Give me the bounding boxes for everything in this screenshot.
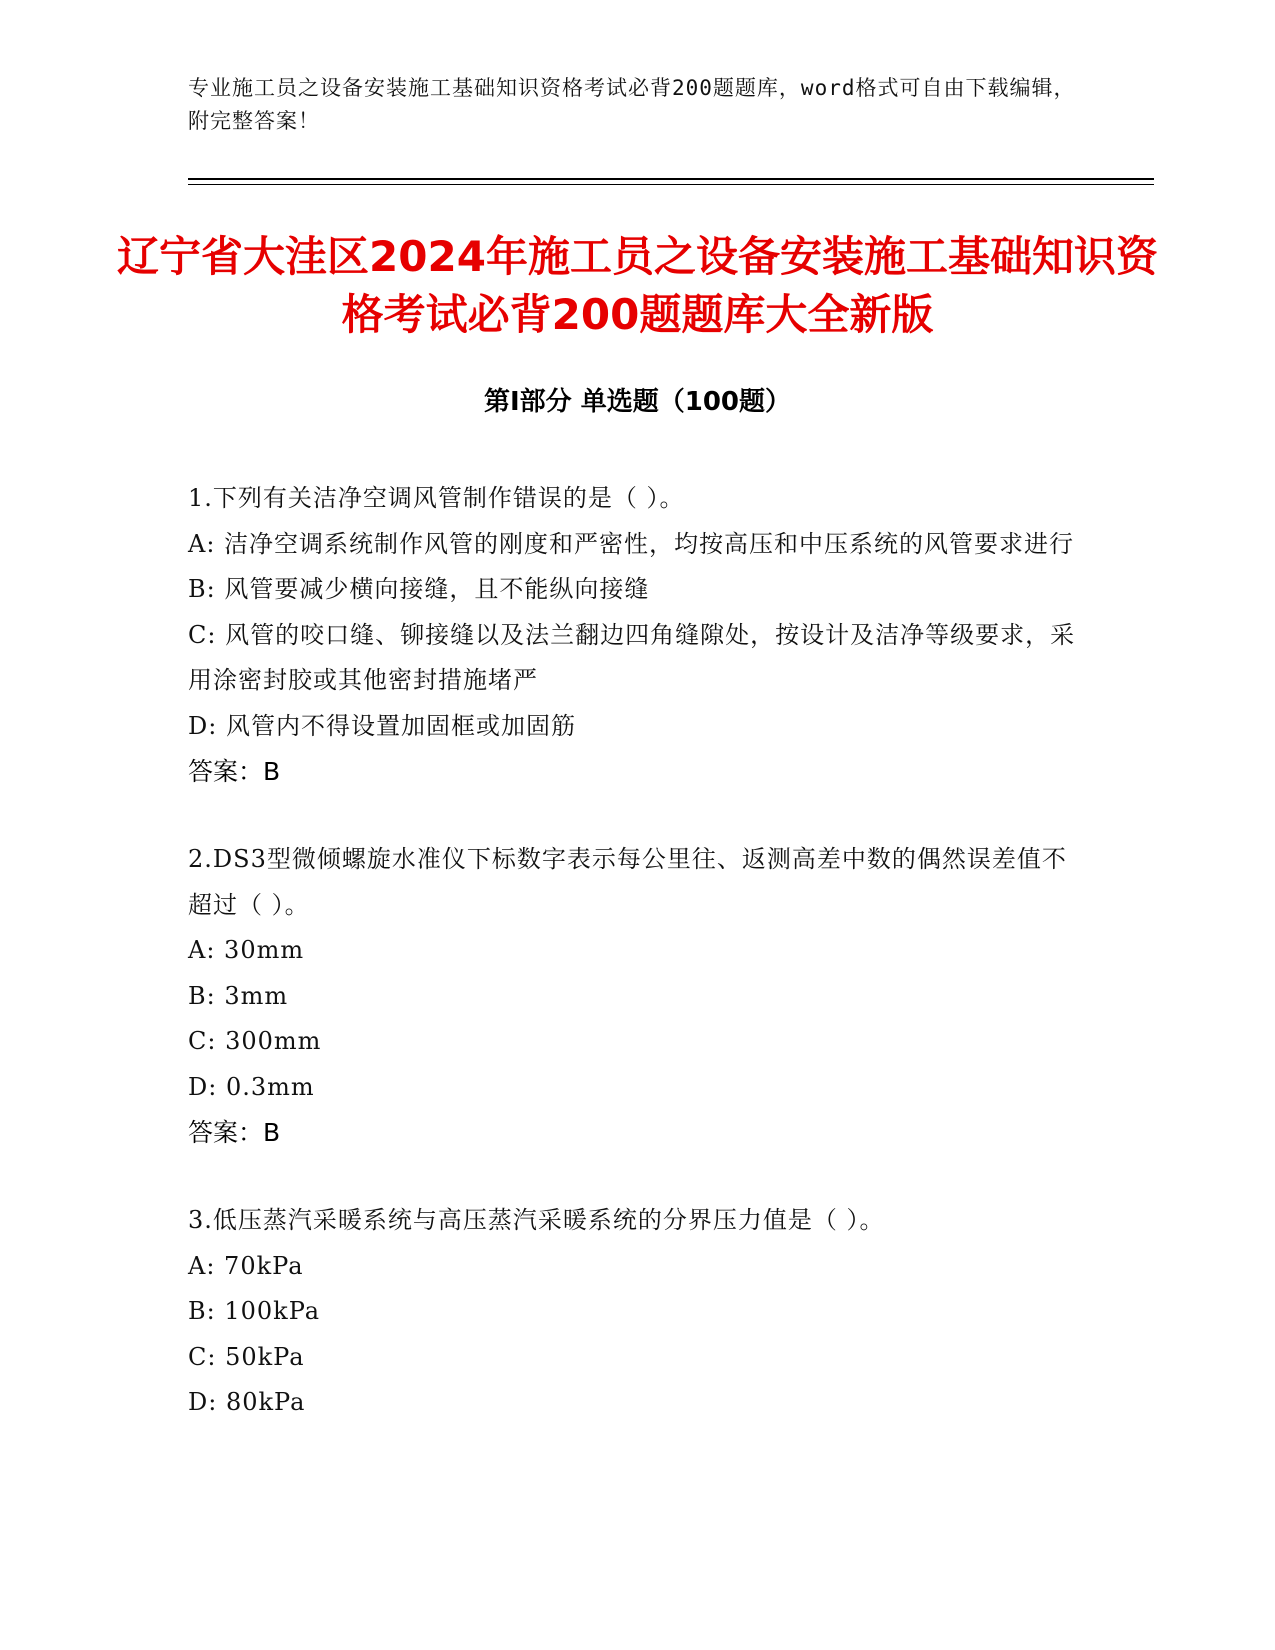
question-stem: 3.低压蒸汽采暖系统与高压蒸汽采暖系统的分界压力值是（ ）。 bbox=[188, 1206, 885, 1234]
question-stem: 2.DS3型微倾螺旋水准仪下标数字表示每公里往、返测高差中数的偶然误差值不超过（ ）。 bbox=[188, 845, 1067, 919]
option-a: A: 70kPa bbox=[188, 1251, 304, 1280]
answer-text: 答案：B bbox=[188, 757, 281, 786]
section-heading: 第Ⅰ部分 单选题（100题） bbox=[484, 387, 791, 417]
document-title: 辽宁省大洼区2024年施工员之设备安装施工基础知识资格考试必背200题题库大全新版 bbox=[117, 232, 1158, 339]
option-b: B: 3mm bbox=[188, 981, 289, 1010]
answer-text: 答案：B bbox=[188, 1118, 281, 1147]
option-d: D: 0.3mm bbox=[188, 1072, 315, 1101]
header-divider-thin bbox=[188, 184, 1154, 185]
option-d: D: 风管内不得设置加固框或加固筋 bbox=[188, 711, 576, 740]
question-1 bbox=[188, 476, 1088, 794]
question-list bbox=[188, 476, 1088, 1469]
question-3 bbox=[188, 1198, 1088, 1426]
option-a: A: 30mm bbox=[188, 936, 305, 964]
option-d: D: 80kPa bbox=[188, 1388, 306, 1416]
option-c: C: 300mm bbox=[188, 1027, 322, 1055]
option-b: B: 100kPa bbox=[188, 1297, 321, 1325]
option-a: A: 洁净空调系统制作风管的刚度和严密性，均按高压和中压系统的风管要求进行 bbox=[188, 529, 1075, 558]
header-divider-thick bbox=[188, 178, 1154, 180]
option-b: B: 风管要减少横向接缝，且不能纵向接缝 bbox=[188, 575, 650, 603]
header-note: 专业施工员之设备安装施工基础知识资格考试必背200题题库，word格式可自由下载编辑，附完整答案！ bbox=[188, 76, 1076, 133]
question-2 bbox=[188, 837, 1088, 1155]
question-stem: 1.下列有关洁净空调风管制作错误的是（ ）。 bbox=[188, 484, 685, 512]
option-c: C: 50kPa bbox=[188, 1342, 305, 1371]
option-c: C: 风管的咬口缝、铆接缝以及法兰翻边四角缝隙处，按设计及洁净等级要求，采用涂密封胶或其他密封措施堵严 bbox=[188, 620, 1076, 694]
